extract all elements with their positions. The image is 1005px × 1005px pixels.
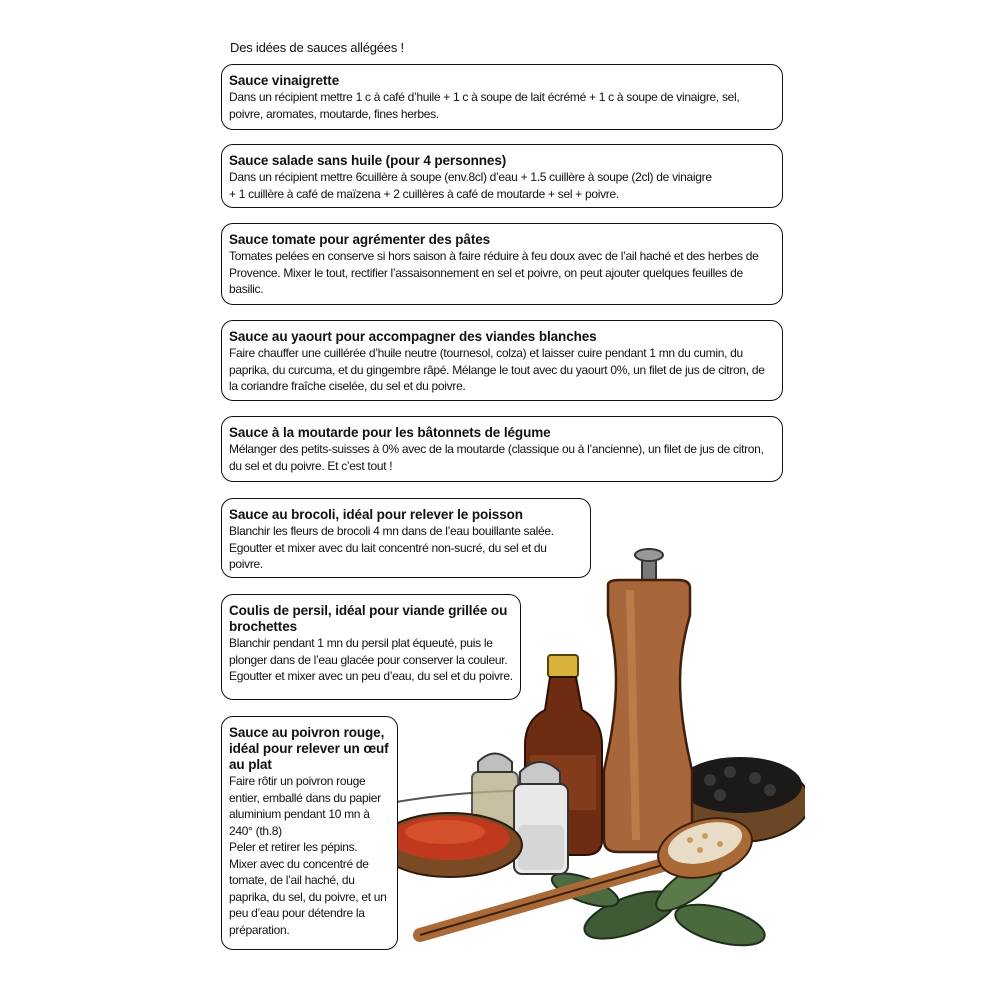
recipe-text: Mélanger des petits-suisses à 0% avec de la moutarde (classique ou à l’ancienne), un filet de jus de citron, du sel et du poivre. Et c’est tout ! bbox=[229, 442, 764, 473]
recipe-title: Sauce au brocoli, idéal pour relever le poisson bbox=[229, 507, 523, 522]
recipe-title: Coulis de persil, idéal pour viande grillée ou brochettes bbox=[229, 603, 508, 634]
recipe-text: Faire chauffer une cuillérée d’huile neutre (tournesol, colza) et laisser cuire pendant 1 mn du cumin, du paprika, du curcuma, et du gingembre râpé. Mélange le tout avec du yaourt 0%, un filet de jus de citron, de la coriandre fraîche ciselée, du sel et du poivre. bbox=[229, 346, 765, 393]
recipe-title: Sauce au yaourt pour accompagner des viandes blanches bbox=[229, 329, 597, 344]
paprika-bowl-icon bbox=[378, 813, 522, 877]
recipe-card-persil bbox=[221, 594, 521, 700]
recipe-card-salade bbox=[221, 144, 783, 208]
recipe-text: Blanchir pendant 1 mn du persil plat équeuté, puis le plonger dans de l’eau glacée pour conserver la couleur. Egoutter et mixer avec un peu d’eau, du sel et du poivre. bbox=[229, 636, 513, 683]
recipe-card-brocoli bbox=[221, 498, 591, 578]
recipe-title: Sauce salade sans huile (pour 4 personnes) bbox=[229, 153, 507, 168]
recipe-text: Blanchir les fleurs de brocoli 4 mn dans de l’eau bouillante salée. Egoutter et mixer avec du lait concentré non-sucré, du sel et du poivre. bbox=[229, 524, 554, 571]
recipe-card-tomate bbox=[221, 223, 783, 305]
recipe-card-moutarde bbox=[221, 416, 783, 482]
recipe-card-vinaigrette bbox=[221, 64, 783, 130]
recipe-card-poivron bbox=[221, 716, 398, 950]
recipe-text: Faire rôtir un poivron rouge entier, emballé dans du papier aluminium pendant 10 mn à 240° (th.8) Peler et retirer les pépins. Mixer avec du concentré de tomate, de l’ail haché, du paprika, du sel, du poivre, et un peu d’eau pour détendre la préparation. bbox=[229, 774, 387, 937]
recipe-title: Sauce au poivron rouge, idéal pour relever un œuf au plat bbox=[229, 725, 389, 772]
pepper-shaker-icon bbox=[514, 762, 568, 874]
recipe-text: Dans un récipient mettre 6cuillère à soupe (env.8cl) d’eau + 1.5 cuillère à soupe (2cl) de vinaigre + 1 cuillère à café de maïzena + 2 cuillères à café de moutarde + sel + poivre. bbox=[229, 170, 712, 201]
recipe-text: Tomates pelées en conserve si hors saison à faire réduire à feu doux avec de l’ail haché et des herbes de Provence. Mixer le tout, rectifier l’assaisonnement en sel et poivre, on peut ajouter quelques feuilles de basilic. bbox=[229, 249, 759, 296]
recipe-title: Sauce tomate pour agrémenter des pâtes bbox=[229, 232, 491, 247]
recipe-card-yaourt bbox=[221, 320, 783, 401]
page-title: Des idées de sauces allégées ! bbox=[230, 40, 404, 55]
recipe-title: Sauce vinaigrette bbox=[229, 73, 340, 88]
pepper-mill-icon bbox=[604, 549, 692, 852]
recipe-title: Sauce à la moutarde pour les bâtonnets de légume bbox=[229, 425, 551, 440]
recipe-text: Dans un récipient mettre 1 c à café d’huile + 1 c à soupe de lait écrémé + 1 c à soupe de vinaigre, sel, poivre, aromates, moutarde, fines herbes. bbox=[229, 90, 740, 121]
